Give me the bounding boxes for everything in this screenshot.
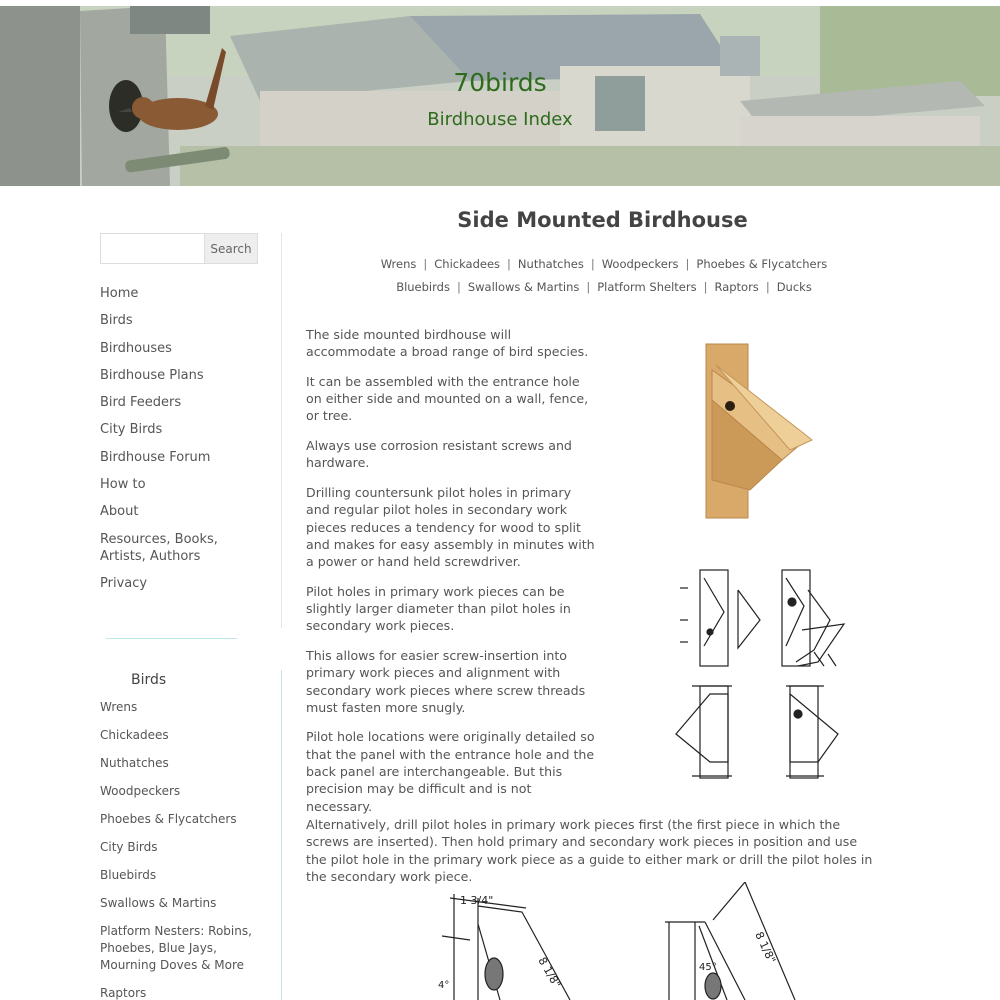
bird-link-woodpeckers[interactable]: Woodpeckers	[100, 784, 181, 798]
category-nav-row-2	[305, 280, 903, 294]
sidebar-item-city-birds[interactable]: City Birds	[100, 422, 163, 438]
angle-label: 45°	[699, 962, 717, 973]
article-paragraph: This allows for easier screw-insertion into primary work pieces and alignment with secondary work pieces where screw threads must fasten more snugly.	[306, 647, 586, 715]
category-link-bluebirds[interactable]: Bluebirds	[396, 280, 450, 294]
sidebar-item-birds[interactable]: Birds	[100, 313, 133, 329]
bird-link-nuthatches[interactable]: Nuthatches	[100, 756, 169, 770]
article-paragraph: Pilot hole locations were originally detailed so that the panel with the entrance hole and the back panel are interchangeable. But this precision may be difficult and is not necessary.	[306, 729, 595, 814]
search-button[interactable]: Search	[204, 233, 258, 264]
category-link-ducks[interactable]: Ducks	[776, 280, 812, 294]
sidebar-item-privacy[interactable]: Privacy	[100, 575, 148, 591]
dimension-label-top: 1 3/4"	[460, 894, 494, 907]
dimension-diagram-side	[655, 882, 805, 1000]
sidebar-item-birdhouse-forum[interactable]: Birdhouse Forum	[100, 449, 211, 465]
page-title: Side Mounted Birdhouse	[457, 208, 748, 232]
bird-link-bluebirds[interactable]: Bluebirds	[100, 868, 157, 882]
sidebar-item-how-to[interactable]: How to	[100, 477, 146, 493]
category-link-platform-shelters[interactable]: Platform Shelters	[597, 280, 697, 294]
article-paragraph: Drilling countersunk pilot holes in primary and regular pilot holes in secondary work pieces reduces a tendency for wood to split and makes for easy assembly in minutes with a power or hand held screwdriver.	[306, 484, 595, 570]
nav-separator: |	[685, 257, 690, 271]
birds-section-heading: Birds	[131, 672, 167, 688]
category-link-nuthatches[interactable]: Nuthatches	[517, 257, 584, 271]
nav-separator: |	[703, 280, 708, 294]
dimension-label-side: 8 1/8"	[752, 929, 779, 966]
article-text	[306, 326, 596, 827]
bird-link-phoebes-flycatchers[interactable]: Phoebes & Flycatchers	[100, 812, 237, 826]
bird-link-wrens[interactable]: Wrens	[100, 700, 138, 714]
article-paragraph: Always use corrosion resistant screws and hardware.	[306, 438, 572, 471]
dimension-label-side: 8 1/8"	[535, 955, 564, 991]
search-input[interactable]	[100, 233, 204, 264]
category-link-wrens[interactable]: Wrens	[380, 257, 417, 271]
sidebar-border	[281, 233, 282, 628]
sidebar-divider	[106, 638, 237, 639]
article-paragraph: It can be assembled with the entrance hole on either side and mounted on a wall, fence, or tree.	[306, 373, 589, 424]
sidebar-item-home[interactable]: Home	[100, 286, 139, 301]
nav-separator: |	[765, 280, 770, 294]
assembly-diagram	[668, 562, 848, 784]
nav-separator: |	[586, 280, 591, 294]
sidebar-item-birdhouse-plans[interactable]: Birdhouse Plans	[100, 367, 204, 383]
sidebar-item-birdhouses[interactable]: Birdhouses	[100, 340, 172, 356]
category-link-raptors[interactable]: Raptors	[714, 280, 759, 294]
sidebar-item-about[interactable]: About	[100, 504, 139, 520]
sidebar-border-accent	[281, 670, 282, 1000]
site-banner	[0, 6, 1000, 186]
article-paragraph: The side mounted birdhouse will accommodate a broad range of bird species.	[306, 327, 589, 360]
bird-link-swallows-martins[interactable]: Swallows & Martins	[100, 896, 217, 910]
nav-separator: |	[590, 257, 595, 271]
nav-separator: |	[423, 257, 428, 271]
sidebar	[100, 233, 282, 1000]
birds-list	[100, 699, 265, 1000]
sidebar-item-resources[interactable]: Resources, Books, Artists, Authors	[100, 531, 218, 564]
nav-separator: |	[456, 280, 461, 294]
category-link-woodpeckers[interactable]: Woodpeckers	[601, 257, 679, 271]
category-link-chickadees[interactable]: Chickadees	[434, 257, 501, 271]
bird-link-chickadees[interactable]: Chickadees	[100, 728, 169, 742]
sidebar-nav	[100, 285, 265, 602]
birdhouse-photo	[690, 340, 815, 522]
bird-link-platform-nesters[interactable]: Platform Nesters: Robins, Phoebes, Blue Jays, Mourning Doves & More	[100, 924, 252, 972]
bird-link-city-birds[interactable]: City Birds	[100, 840, 158, 854]
search-form	[100, 233, 258, 264]
sidebar-item-bird-feeders[interactable]: Bird Feeders	[100, 395, 182, 411]
category-link-phoebes-flycatchers[interactable]: Phoebes & Flycatchers	[696, 257, 828, 271]
site-tagline: Birdhouse Index	[427, 109, 573, 130]
category-nav-row-1	[305, 257, 903, 271]
bird-link-raptors[interactable]: Raptors	[100, 986, 147, 1000]
nav-separator: |	[507, 257, 511, 271]
category-link-swallows-martins[interactable]: Swallows & Martins	[467, 280, 580, 294]
article-paragraph: Pilot holes in primary work pieces can be slightly larger diameter than pilot holes in secondary work pieces.	[306, 583, 571, 634]
angle-label: 4°	[438, 980, 450, 991]
site-name[interactable]: 70birds	[453, 68, 547, 97]
article-paragraph-wide: Alternatively, drill pilot holes in primary work pieces first (the first piece in which the screws are inserted). Then hold primary and secondary work pieces in position and use the pilot hole in the primary work piece as a guide to either mark or drill the pilot holes in the secondary work piece.	[306, 817, 873, 884]
dimension-diagram-front	[430, 884, 600, 1000]
